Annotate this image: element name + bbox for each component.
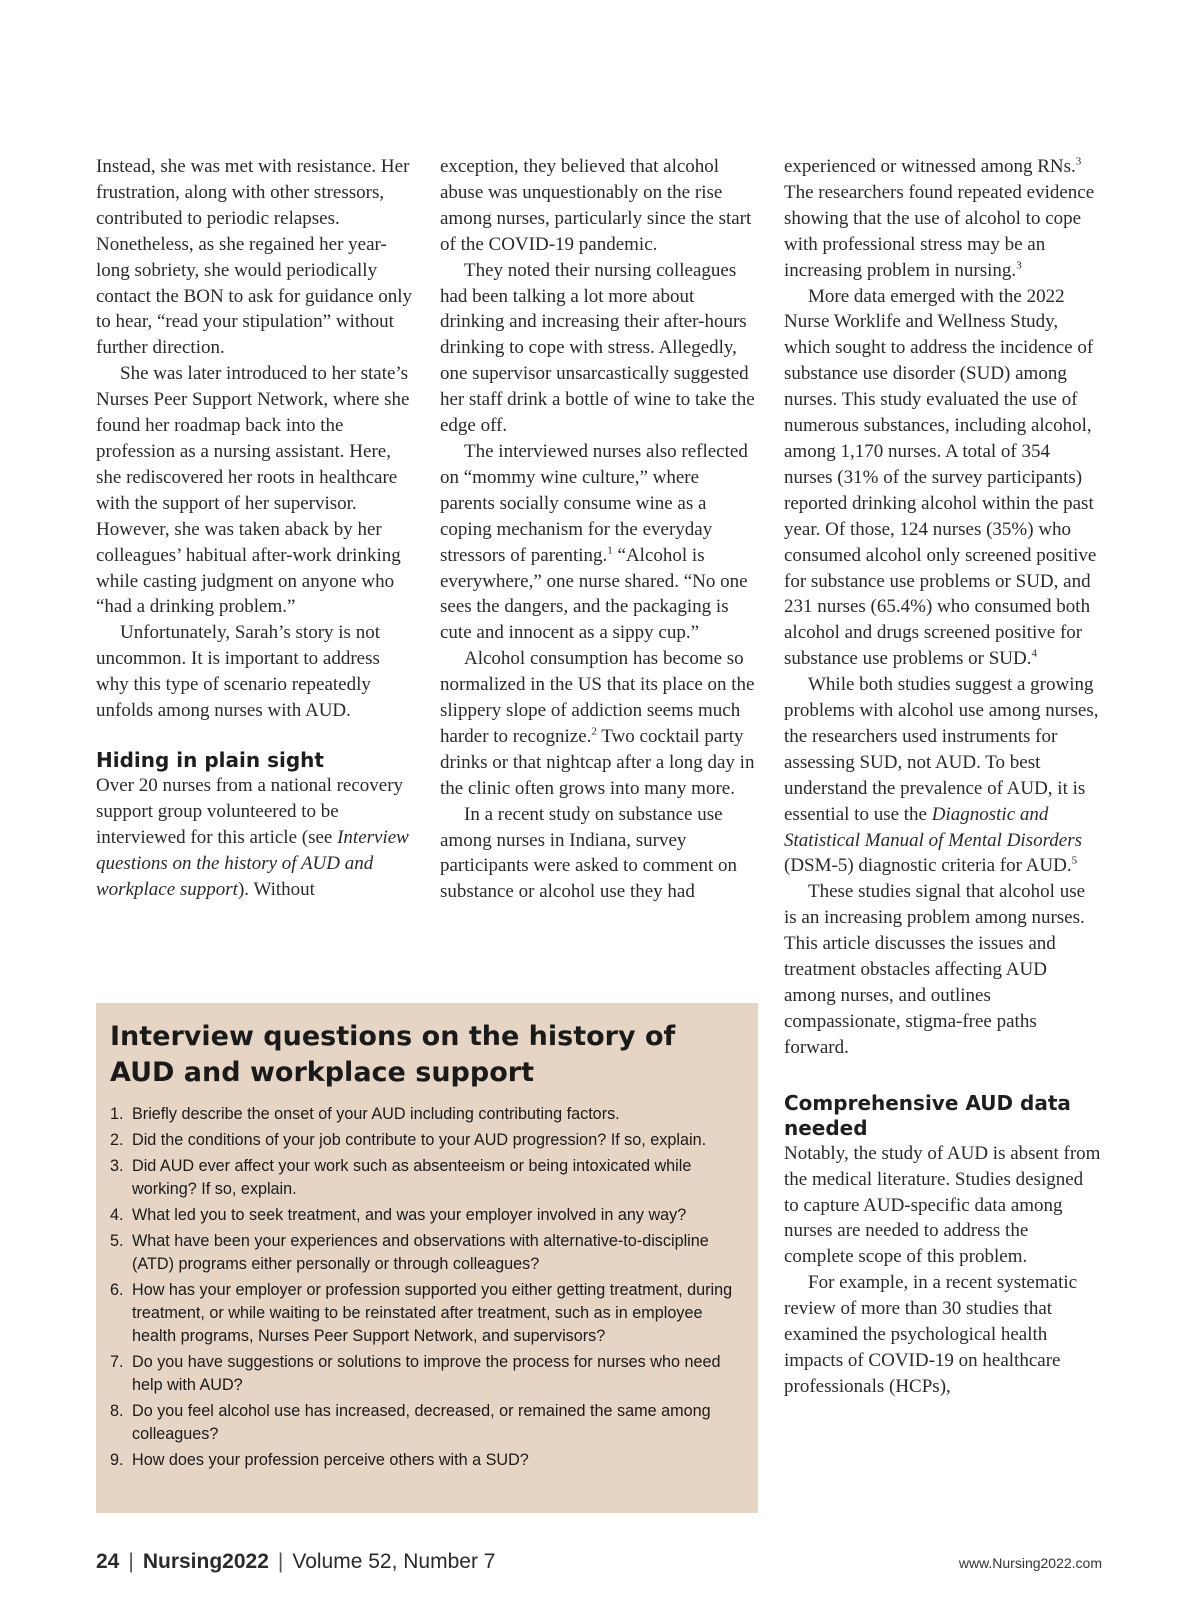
article-column-2 xyxy=(440,154,758,905)
question-list xyxy=(110,1103,744,1472)
paragraph: For example, in a recent systematic review of more than 30 studies that examined the psychological health impacts of COVID-19 on healthcare professionals (HCPs), xyxy=(784,1272,1078,1397)
sidebar-title: Interview questions on the history of AUD and workplace support xyxy=(110,1021,676,1088)
text-run: The researchers found repeated evidence showing that the use of alcohol to cope with professional stress may be an increasing problem in nursing. xyxy=(784,181,1095,281)
interview-questions-sidebar xyxy=(96,1003,758,1513)
paragraph xyxy=(440,646,758,801)
page-number: 24 xyxy=(96,1550,120,1573)
text-run: Alcohol consumption has become so normalized in the US that its place on the slippery slope of addiction seems much harder to recognize. xyxy=(440,648,755,747)
section-heading: Hiding in plain sight xyxy=(96,747,324,772)
text-run: experienced or witnessed among RNs. xyxy=(784,156,1076,177)
paragraph xyxy=(440,439,758,646)
question-text: Do you feel alcohol use has increased, decreased, or remained the same among colleagues? xyxy=(132,1402,711,1443)
question-item xyxy=(110,1449,744,1472)
question-number: 4. xyxy=(110,1206,124,1224)
text-run: “Alcohol is everywhere,” one nurse shared. “No one sees the dangers, and the packaging is cute and innocent as a sippy cup.” xyxy=(440,544,748,644)
question-number: 2. xyxy=(110,1131,124,1149)
magazine-name: Nursing2022 xyxy=(142,1550,269,1573)
section-heading: Comprehensive AUD data needed xyxy=(784,1090,1071,1140)
citation-ref: 2 xyxy=(591,725,597,738)
page-footer xyxy=(96,1549,1102,1575)
paragraph xyxy=(96,773,414,903)
citation-ref: 4 xyxy=(1031,647,1037,660)
question-item xyxy=(110,1400,744,1446)
question-text: Did the conditions of your job contribute to your AUD progression? If so, explain. xyxy=(132,1131,707,1149)
paragraph: Notably, the study of AUD is absent from the medical literature. Studies designed to capture AUD-specific data among nurses are needed to address the complete scope of this problem. xyxy=(784,1142,1101,1268)
question-item xyxy=(110,1129,744,1152)
question-number: 8. xyxy=(110,1402,124,1420)
question-number: 7. xyxy=(110,1353,124,1371)
question-item xyxy=(110,1279,744,1348)
paragraph: In a recent study on substance use among nurses in Indiana, survey participants were asked to comment on substance or alcohol use they had xyxy=(440,803,738,903)
paragraph: Unfortunately, Sarah’s story is not uncommon. It is important to address why this type of scenario repeatedly unfolds among nurses with AUD. xyxy=(96,622,380,722)
paragraph: They noted their nursing colleagues had been talking a lot more about drinking and increasing their after-hours drinking to cope with stress. Allegedly, one supervisor unsarcastically suggested her staff drink a bottle of wine to take the edge off. xyxy=(440,259,755,437)
citation-ref: 3 xyxy=(1075,155,1082,168)
question-text: Briefly describe the onset of your AUD including contributing factors. xyxy=(132,1105,620,1123)
paragraph xyxy=(784,154,1102,284)
question-number: 3. xyxy=(110,1157,124,1175)
question-text: How has your employer or profession supported you either getting treatment, during treatment, or while waiting to be reinstated after treatment, such as in employee health programs, Nurses Peer Support Network, and supervisors? xyxy=(132,1281,733,1345)
text-run: Over 20 nurses from a national recovery support group volunteered to be interviewed for this article (see xyxy=(96,774,404,848)
text-run: (DSM-5) diagnostic criteria for AUD. xyxy=(784,855,1072,877)
question-number: 9. xyxy=(110,1451,124,1469)
paragraph xyxy=(784,284,1102,673)
manual-title: Diagnostic and Statistical Manual of Mental Disorders xyxy=(784,803,1083,851)
sidebar-reference: Interview questions on the history of AUD and workplace support xyxy=(96,826,409,900)
article-column-3 xyxy=(784,154,1102,1400)
question-number: 5. xyxy=(110,1232,124,1250)
question-text: What have been your experiences and observations with alternative-to-discipline (ATD) programs either personally or through colleagues? xyxy=(132,1232,709,1273)
question-number: 1. xyxy=(110,1105,124,1123)
question-item xyxy=(110,1230,744,1276)
question-text: What led you to seek treatment, and was your employer involved in any way? xyxy=(132,1206,687,1224)
question-text: How does your profession perceive others with a SUD? xyxy=(132,1451,529,1469)
paragraph: exception, they believed that alcohol abuse was unquestionably on the rise among nurses, particularly since the start of the COVID-19 pandemic. xyxy=(440,156,752,255)
separator: | xyxy=(277,1550,284,1573)
paragraph: These studies signal that alcohol use is an increasing problem among nurses. This article discusses the issues and treatment obstacles affecting AUD among nurses, and outlines compassionate, stigma-free paths forward. xyxy=(784,881,1086,1058)
question-number: 6. xyxy=(110,1281,124,1299)
citation-ref: 1 xyxy=(607,544,613,557)
paragraph: She was later introduced to her state’s Nurses Peer Support Network, where she found her roadmap back into the profession as a nursing assistant. Here, she rediscovered her roots in healthcare with the support of her supervisor. However, she was taken aback by her colleagues’ habitual after-work drinking while casting judgment on anyone who “had a drinking problem.” xyxy=(96,363,410,618)
text-run: Two cocktail party drinks or that nightcap after a long day in the clinic often grows into many more. xyxy=(440,725,755,799)
paragraph: Instead, she was met with resistance. Her frustration, along with other stressors, contributed to periodic relapses. Nonetheless, as she regained her year-long sobriety, she would periodically contact the BON to ask for guidance only to hear, “read your stipulation” without further direction. xyxy=(96,156,413,359)
text-run: The interviewed nurses also reflected on “mommy wine culture,” where parents socially consume wine as a coping mechanism for the everyday stressors of parenting. xyxy=(440,440,748,566)
question-item xyxy=(110,1103,744,1126)
question-text: Do you have suggestions or solutions to improve the process for nurses who need help with AUD? xyxy=(132,1353,721,1394)
text-run: ). Without xyxy=(237,878,315,900)
issue-info: Volume 52, Number 7 xyxy=(292,1550,496,1573)
separator: | xyxy=(128,1550,134,1573)
citation-ref: 3 xyxy=(1016,259,1022,272)
citation-ref: 5 xyxy=(1071,855,1078,868)
question-item xyxy=(110,1351,744,1397)
question-item xyxy=(110,1204,744,1227)
footer-folio xyxy=(96,1549,495,1575)
question-item xyxy=(110,1155,744,1201)
website-url: www.Nursing2022.com xyxy=(958,1555,1102,1571)
text-run: While both studies suggest a growing problems with alcohol use among nurses, the researchers used instruments for assessing SUD, not AUD. To best understand the prevalence of AUD, it is essential to use the xyxy=(784,674,1099,825)
text-run: More data emerged with the 2022 Nurse Worklife and Wellness Study, which sought to address the incidence of substance use disorder (SUD) among nurses. This study evaluated the use of numerous substances, including alcohol, among 1,170 nurses. A total of 354 nurses (31% of the survey participants) reported drinking alcohol within the past year. Of those, 124 nurses (35%) who consumed alcohol only screened positive for substance use problems or SUD, and 231 nurses (65.4%) who consumed both alcohol and drugs screened positive for substance use problems or SUD. xyxy=(784,285,1097,670)
paragraph xyxy=(784,672,1102,879)
article-column-1 xyxy=(96,154,414,902)
question-text: Did AUD ever affect your work such as absenteeism or being intoxicated while working? If so, explain. xyxy=(132,1157,692,1198)
